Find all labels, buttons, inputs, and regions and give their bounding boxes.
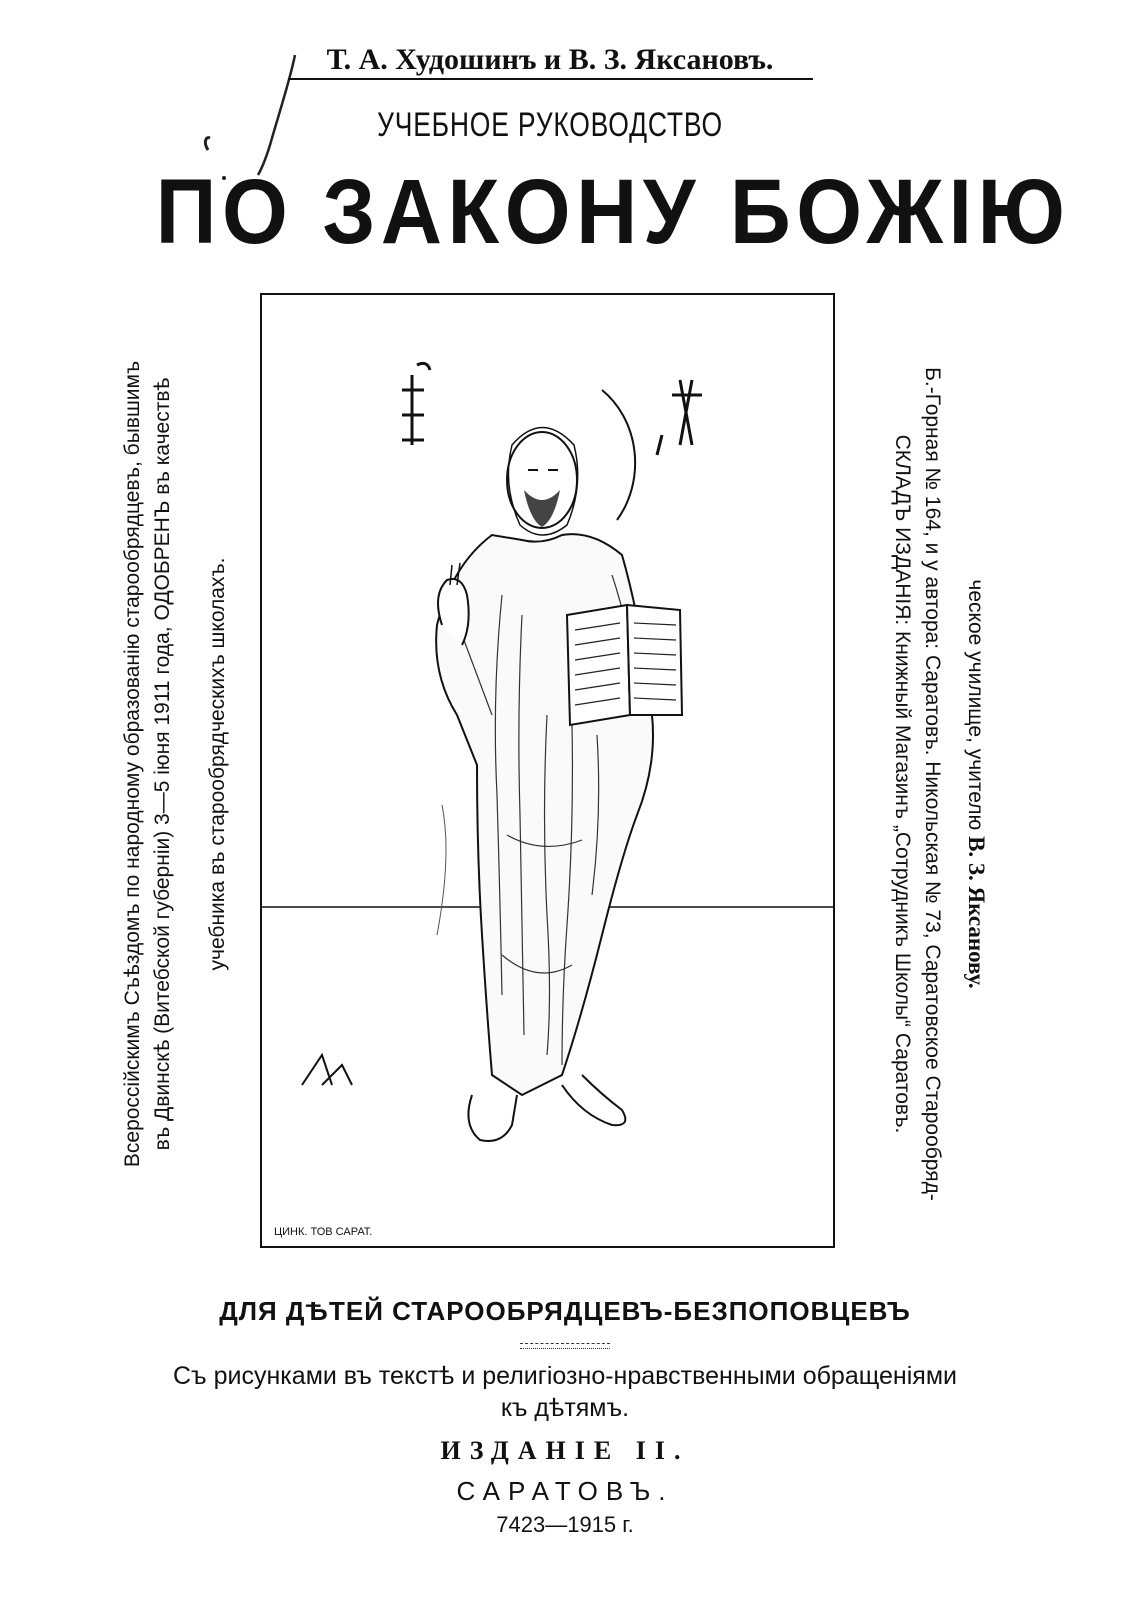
authors-underline bbox=[288, 78, 813, 80]
approval-note-line-1: Всероссійскимъ Съѣздомъ по народному образованію старообрядцевъ, бывшимъ bbox=[121, 360, 144, 1168]
approval-note-line-2: въ Двинскѣ (Витебской губерніи) 3—5 іюня 1911 года, ОДОБРЕНЪ въ качествѣ bbox=[151, 377, 174, 1151]
edition-label: ИЗДАНІЕ II. bbox=[440, 1436, 690, 1465]
publisher-note-line-1: СКЛАДЪ ИЗДАНІЯ: Книжный Магазинъ „Сотрудникъ Школы“ Саратовъ. bbox=[891, 434, 914, 1134]
saviour-figure-icon bbox=[262, 295, 833, 1246]
approval-note-line-3: учебника въ старообрядческихъ школахъ. bbox=[206, 557, 229, 971]
engraver-signature: ЦИНК. ТОВ САРАТ. bbox=[274, 1226, 373, 1238]
book-title: ПО ЗАКОНУ БОЖІЮ bbox=[155, 161, 1071, 263]
audience-heading: ДЛЯ ДѢТЕЙ СТАРООБРЯДЦЕВЪ-БЕЗПОПОВЦЕВЪ bbox=[219, 1296, 911, 1326]
publisher-note-prefix: ческое училище, учителю bbox=[964, 579, 987, 837]
teacher-name: В. З. Яксанову. bbox=[964, 836, 989, 989]
illustrations-note-line-1: Съ рисунками въ текстѣ и религіозно-нравственными обращеніями bbox=[173, 1362, 957, 1390]
ornament-divider bbox=[520, 1343, 610, 1349]
publisher-note-line-3 bbox=[961, 304, 989, 1264]
icon-illustration bbox=[260, 293, 835, 1248]
publication-city: САРАТОВЪ. bbox=[456, 1476, 674, 1506]
publication-year: 7423—1915 г. bbox=[496, 1512, 634, 1537]
authors-line: Т. А. Худошинъ и В. З. Яксановъ. bbox=[326, 43, 774, 76]
book-subtitle: УЧЕБНОЕ РУКОВОДСТВО bbox=[377, 106, 723, 144]
publisher-note-line-2: Б.-Горная № 164, и у автора: Саратовъ. Никольская № 73, Саратовское Старообряд- bbox=[921, 367, 944, 1201]
illustrations-note-line-2: къ дѣтямъ. bbox=[500, 1394, 630, 1422]
